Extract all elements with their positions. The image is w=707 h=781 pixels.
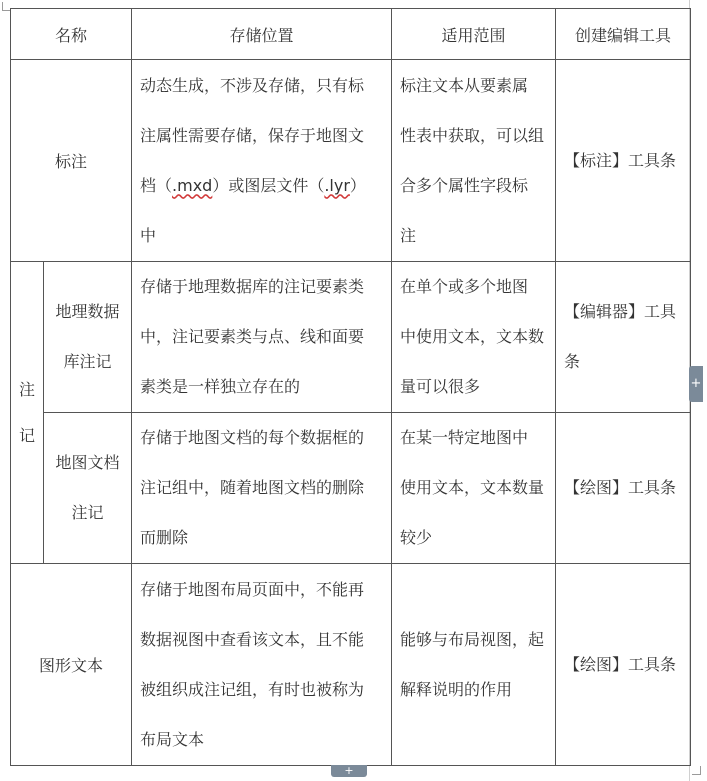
group-char: 记 xyxy=(18,425,35,445)
name-line: 注记 xyxy=(71,503,104,522)
storage-text: ） xyxy=(349,175,366,195)
row-graphic-tool: 【绘图】工具条 xyxy=(556,564,691,766)
storage-line: 中，注记要素类与点、线和面要 xyxy=(140,327,365,346)
row-geodb-storage xyxy=(132,262,392,413)
scope-line: 中使用文本，文本数 xyxy=(400,327,545,346)
storage-line: 注属性需要存储，保存于地图文 xyxy=(140,125,365,145)
scope-line: 较少 xyxy=(400,528,433,547)
row-graphic-scope xyxy=(392,564,556,766)
scope-line: 在某一特定地图中 xyxy=(400,428,529,447)
table-row xyxy=(11,413,691,564)
group-char: 注 xyxy=(18,379,35,399)
add-column-handle[interactable] xyxy=(689,366,703,402)
header-scope: 适用范围 xyxy=(392,9,556,60)
row-geodb-tool xyxy=(556,262,691,413)
header-tool: 创建编辑工具 xyxy=(556,9,691,60)
plus-icon: + xyxy=(344,764,354,777)
row-geodb-name xyxy=(44,262,132,413)
storage-text: ）或图层文件（ xyxy=(212,175,325,195)
name-line: 地理数据 xyxy=(55,302,120,321)
plus-icon: + xyxy=(690,376,702,391)
header-name: 名称 xyxy=(11,9,132,60)
storage-line: 注记组中，随着地图文档的删除 xyxy=(140,478,365,497)
storage-line: 而删除 xyxy=(140,528,189,547)
storage-text: 档（ xyxy=(140,175,173,195)
tool-line: 条 xyxy=(564,352,581,371)
name-line: 地图文档 xyxy=(55,453,120,472)
mxd-extension: .mxd xyxy=(172,175,213,195)
storage-line: 数据视图中查看该文本，且不能 xyxy=(140,629,365,649)
scope-line: 在单个或多个地图 xyxy=(400,277,529,296)
scope-line: 量可以很多 xyxy=(400,377,481,396)
table-row xyxy=(11,60,691,262)
page-corner-mark xyxy=(692,766,701,775)
scope-line: 合多个属性字段标 xyxy=(400,175,529,195)
scope-line: 性表中获取，可以组 xyxy=(400,125,545,145)
row-mapdoc-tool: 【绘图】工具条 xyxy=(556,413,691,564)
header-storage: 存储位置 xyxy=(132,9,392,60)
storage-line: 动态生成，不涉及存储，只有标 xyxy=(140,75,365,95)
row-label-tool: 【标注】工具条 xyxy=(556,60,691,262)
storage-line xyxy=(140,161,385,211)
annotation-comparison-table xyxy=(10,8,691,766)
row-label-name: 标注 xyxy=(11,60,132,262)
storage-line: 存储于地图文档的每个数据框的 xyxy=(140,428,365,447)
annotation-group-label xyxy=(11,262,44,564)
row-graphic-name: 图形文本 xyxy=(11,564,132,766)
storage-line: 素类是一样独立存在的 xyxy=(140,377,301,396)
table-header-row xyxy=(11,9,691,60)
lyr-extension: .lyr xyxy=(324,175,350,195)
scope-line: 标注文本从要素属 xyxy=(400,75,529,95)
scope-line: 解释说明的作用 xyxy=(400,679,513,699)
scope-line: 使用文本，文本数量 xyxy=(400,478,545,497)
table-row xyxy=(11,564,691,766)
row-mapdoc-name xyxy=(44,413,132,564)
table-row xyxy=(11,262,691,413)
row-mapdoc-storage xyxy=(132,413,392,564)
row-label-scope xyxy=(392,60,556,262)
row-mapdoc-scope xyxy=(392,413,556,564)
storage-line: 布局文本 xyxy=(140,729,205,749)
storage-line: 存储于地图布局页面中，不能再 xyxy=(140,579,365,599)
row-label-storage xyxy=(132,60,392,262)
add-row-handle[interactable] xyxy=(331,765,367,777)
scope-line: 能够与布局视图，起 xyxy=(400,629,545,649)
scope-line: 注 xyxy=(400,225,417,245)
row-geodb-scope xyxy=(392,262,556,413)
name-line: 库注记 xyxy=(63,352,112,371)
row-graphic-storage xyxy=(132,564,392,766)
storage-line: 存储于地理数据库的注记要素类 xyxy=(140,277,365,296)
storage-line: 中 xyxy=(140,225,157,245)
storage-line: 被组织成注记组，有时也被称为 xyxy=(140,679,365,699)
tool-line: 【编辑器】工具 xyxy=(564,302,677,321)
